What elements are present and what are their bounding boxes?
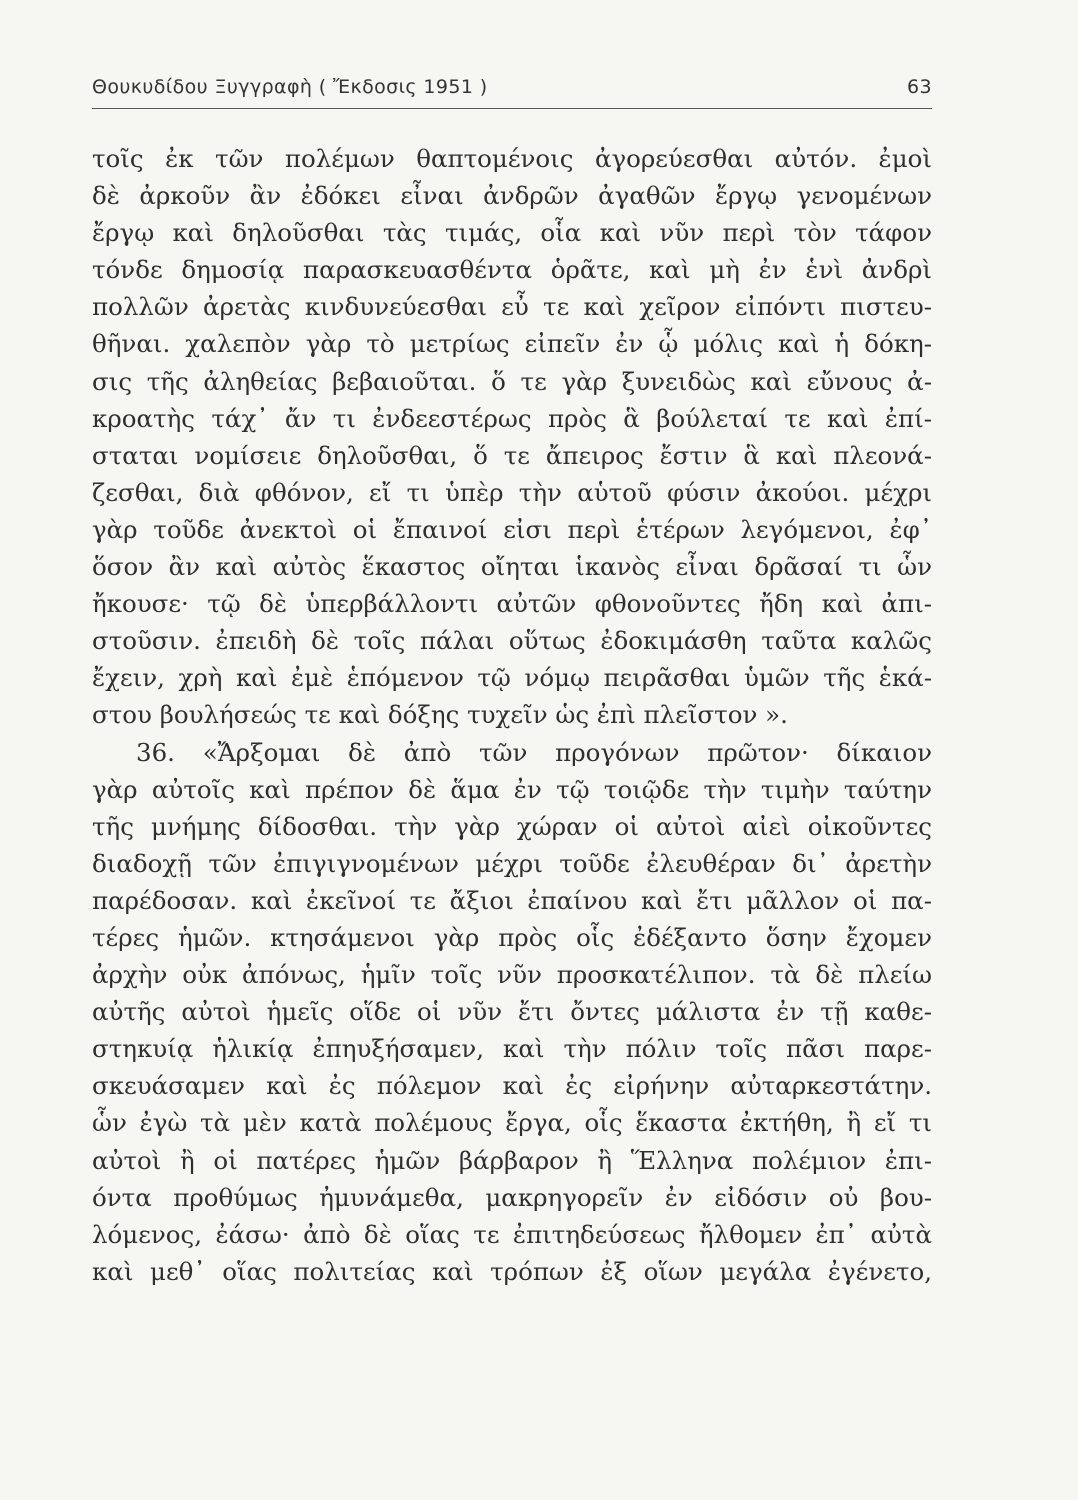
text-line: όντα προθύμως ἠμυνάμεθα, μακρηγορεῖν ἐν εἰδόσιν οὐ βου- <box>92 1182 932 1212</box>
text-line: τέρες ἡμῶν. κτησάμενοι γὰρ πρὸς οἷς ἐδέξαντο ὅσην ἔχομεν <box>92 922 932 952</box>
text-line: ὧν ἐγὼ τὰ μὲν κατὰ πολέμους ἔργα, οἷς ἕκαστα ἐκτήθη, ἢ εἴ τι <box>92 1108 932 1138</box>
text-line: πολλῶν ἀρετὰς κινδυνεύεσθαι εὖ τε καὶ χεῖρον εἰπόντι πιστευ- <box>92 292 932 322</box>
text-line: ἤκουσε· τῷ δὲ ὑπερβάλλοντι αὐτῶν φθονοῦντες ἤδη καὶ ἀπι- <box>92 589 932 619</box>
text-line: δὲ ἀρκοῦν ἂν ἐδόκει εἶναι ἀνδρῶν ἀγαθῶν ἔργῳ γενομένων <box>92 181 932 211</box>
header-rule <box>92 108 932 109</box>
text-line: ὅσον ἂν καὶ αὐτὸς ἕκαστος οἴηται ἱκανὸς εἶναι δρᾶσαί τι ὧν <box>92 552 932 582</box>
text-line: παρέδοσαν. καὶ ἐκεῖνοί τε ἄξιοι ἐπαίνου καὶ ἔτι μᾶλλον οἱ πα- <box>92 885 932 915</box>
text-line: σκευάσαμεν καὶ ἐς πόλεμον καὶ ἐς εἰρήνην αὐταρκεστάτην. <box>92 1071 932 1101</box>
text-line: στηκυίᾳ ἡλικίᾳ ἐπηυξήσαμεν, καὶ τὴν πόλιν τοῖς πᾶσι παρε- <box>92 1034 932 1064</box>
running-header <box>92 72 932 102</box>
text-line: γὰρ αὐτοῖς καὶ πρέπον δὲ ἅμα ἐν τῷ τοιῷδε τὴν τιμὴν ταύτην <box>92 774 932 804</box>
text-line: ζεσθαι, διὰ φθόνον, εἴ τι ὑπὲρ τὴν αὑτοῦ φύσιν ἀκούοι. μέχρι <box>92 477 932 507</box>
text-line: τῆς μνήμης δίδοσθαι. τὴν γὰρ χώραν οἱ αὐτοὶ αἰεὶ οἰκοῦντες <box>92 811 932 841</box>
text-line: αὐτοὶ ἢ οἱ πατέρες ἡμῶν βάρβαρον ἢ Ἕλληνα πολέμιον ἐπι- <box>92 1145 932 1175</box>
text-line: ἔργῳ καὶ δηλοῦσθαι τὰς τιμάς, οἷα καὶ νῦν περὶ τὸν τάφον <box>92 218 932 248</box>
text-line: κροατὴς τάχ᾽ ἄν τι ἐνδεεστέρως πρὸς ἃ βούλεταί τε καὶ ἐπί- <box>92 403 932 433</box>
text-line: ἔχειν, χρὴ καὶ ἐμὲ ἑπόμενον τῷ νόμῳ πειρᾶσθαι ὑμῶν τῆς ἑκά- <box>92 663 932 693</box>
page-number: 63 <box>907 76 932 98</box>
text-line: διαδοχῇ τῶν ἐπιγιγνομένων μέχρι τοῦδε ἐλευθέραν δι᾽ ἀρετὴν <box>92 848 932 878</box>
text-line: στου βουλήσεώς τε καὶ δόξης τυχεῖν ὡς ἐπὶ πλεῖστον ». <box>92 700 788 730</box>
text-line: λόμενος, ἐάσω· ἀπὸ δὲ οἵας τε ἐπιτηδεύσεως ἤλθομεν ἐπ᾽ αὐτὰ <box>92 1219 932 1249</box>
text-line: θῆναι. χαλεπὸν γὰρ τὸ μετρίως εἰπεῖν ἐν ᾧ μόλις καὶ ἡ δόκη- <box>92 329 932 359</box>
text-line: αὐτῆς αὐτοὶ ἡμεῖς οἵδε οἱ νῦν ἔτι ὄντες μάλιστα ἐν τῇ καθε- <box>92 997 932 1027</box>
text-line: σις τῆς ἀληθείας βεβαιοῦται. ὅ τε γὰρ ξυνειδὼς καὶ εὔνους ἀ- <box>92 366 932 396</box>
text-line: γὰρ τοῦδε ἀνεκτοὶ οἱ ἔπαινοί εἰσι περὶ ἑτέρων λεγόμενοι, ἐφ᾽ <box>92 514 932 544</box>
text-line: ἀρχὴν οὐκ ἀπόνως, ἡμῖν τοῖς νῦν προσκατέλιπον. τὰ δὲ πλείω <box>92 960 932 990</box>
text-line: τοῖς ἐκ τῶν πολέμων θαπτομένοις ἀγορεύεσθαι αὐτόν. ἐμοὶ <box>92 144 932 173</box>
running-title: Θουκυδίδου Ξυγγραφὴ ( Ἔκδοσις 1951 ) <box>92 76 488 98</box>
chapter-36-start-line: 36. «Ἄρξομαι δὲ ἀπὸ τῶν προγόνων πρῶτον· δίκαιον <box>136 737 932 767</box>
text-line: τόνδε δημοσίᾳ παρασκευασθέντα ὁρᾶτε, καὶ μὴ ἐν ἑνὶ ἀνδρὶ <box>92 255 932 285</box>
body-text <box>92 140 932 1290</box>
text-line: στοῦσιν. ἐπειδὴ δὲ τοῖς πάλαι οὕτως ἐδοκιμάσθη ταῦτα καλῶς <box>92 626 932 656</box>
text-line: σταται νομίσειε δηλοῦσθαι, ὅ τε ἄπειρος ἔστιν ἃ καὶ πλεονά- <box>92 440 932 470</box>
text-line: καὶ μεθ᾽ οἵας πολιτείας καὶ τρόπων ἐξ οἵων μεγάλα ἐγένετο, <box>92 1256 932 1286</box>
